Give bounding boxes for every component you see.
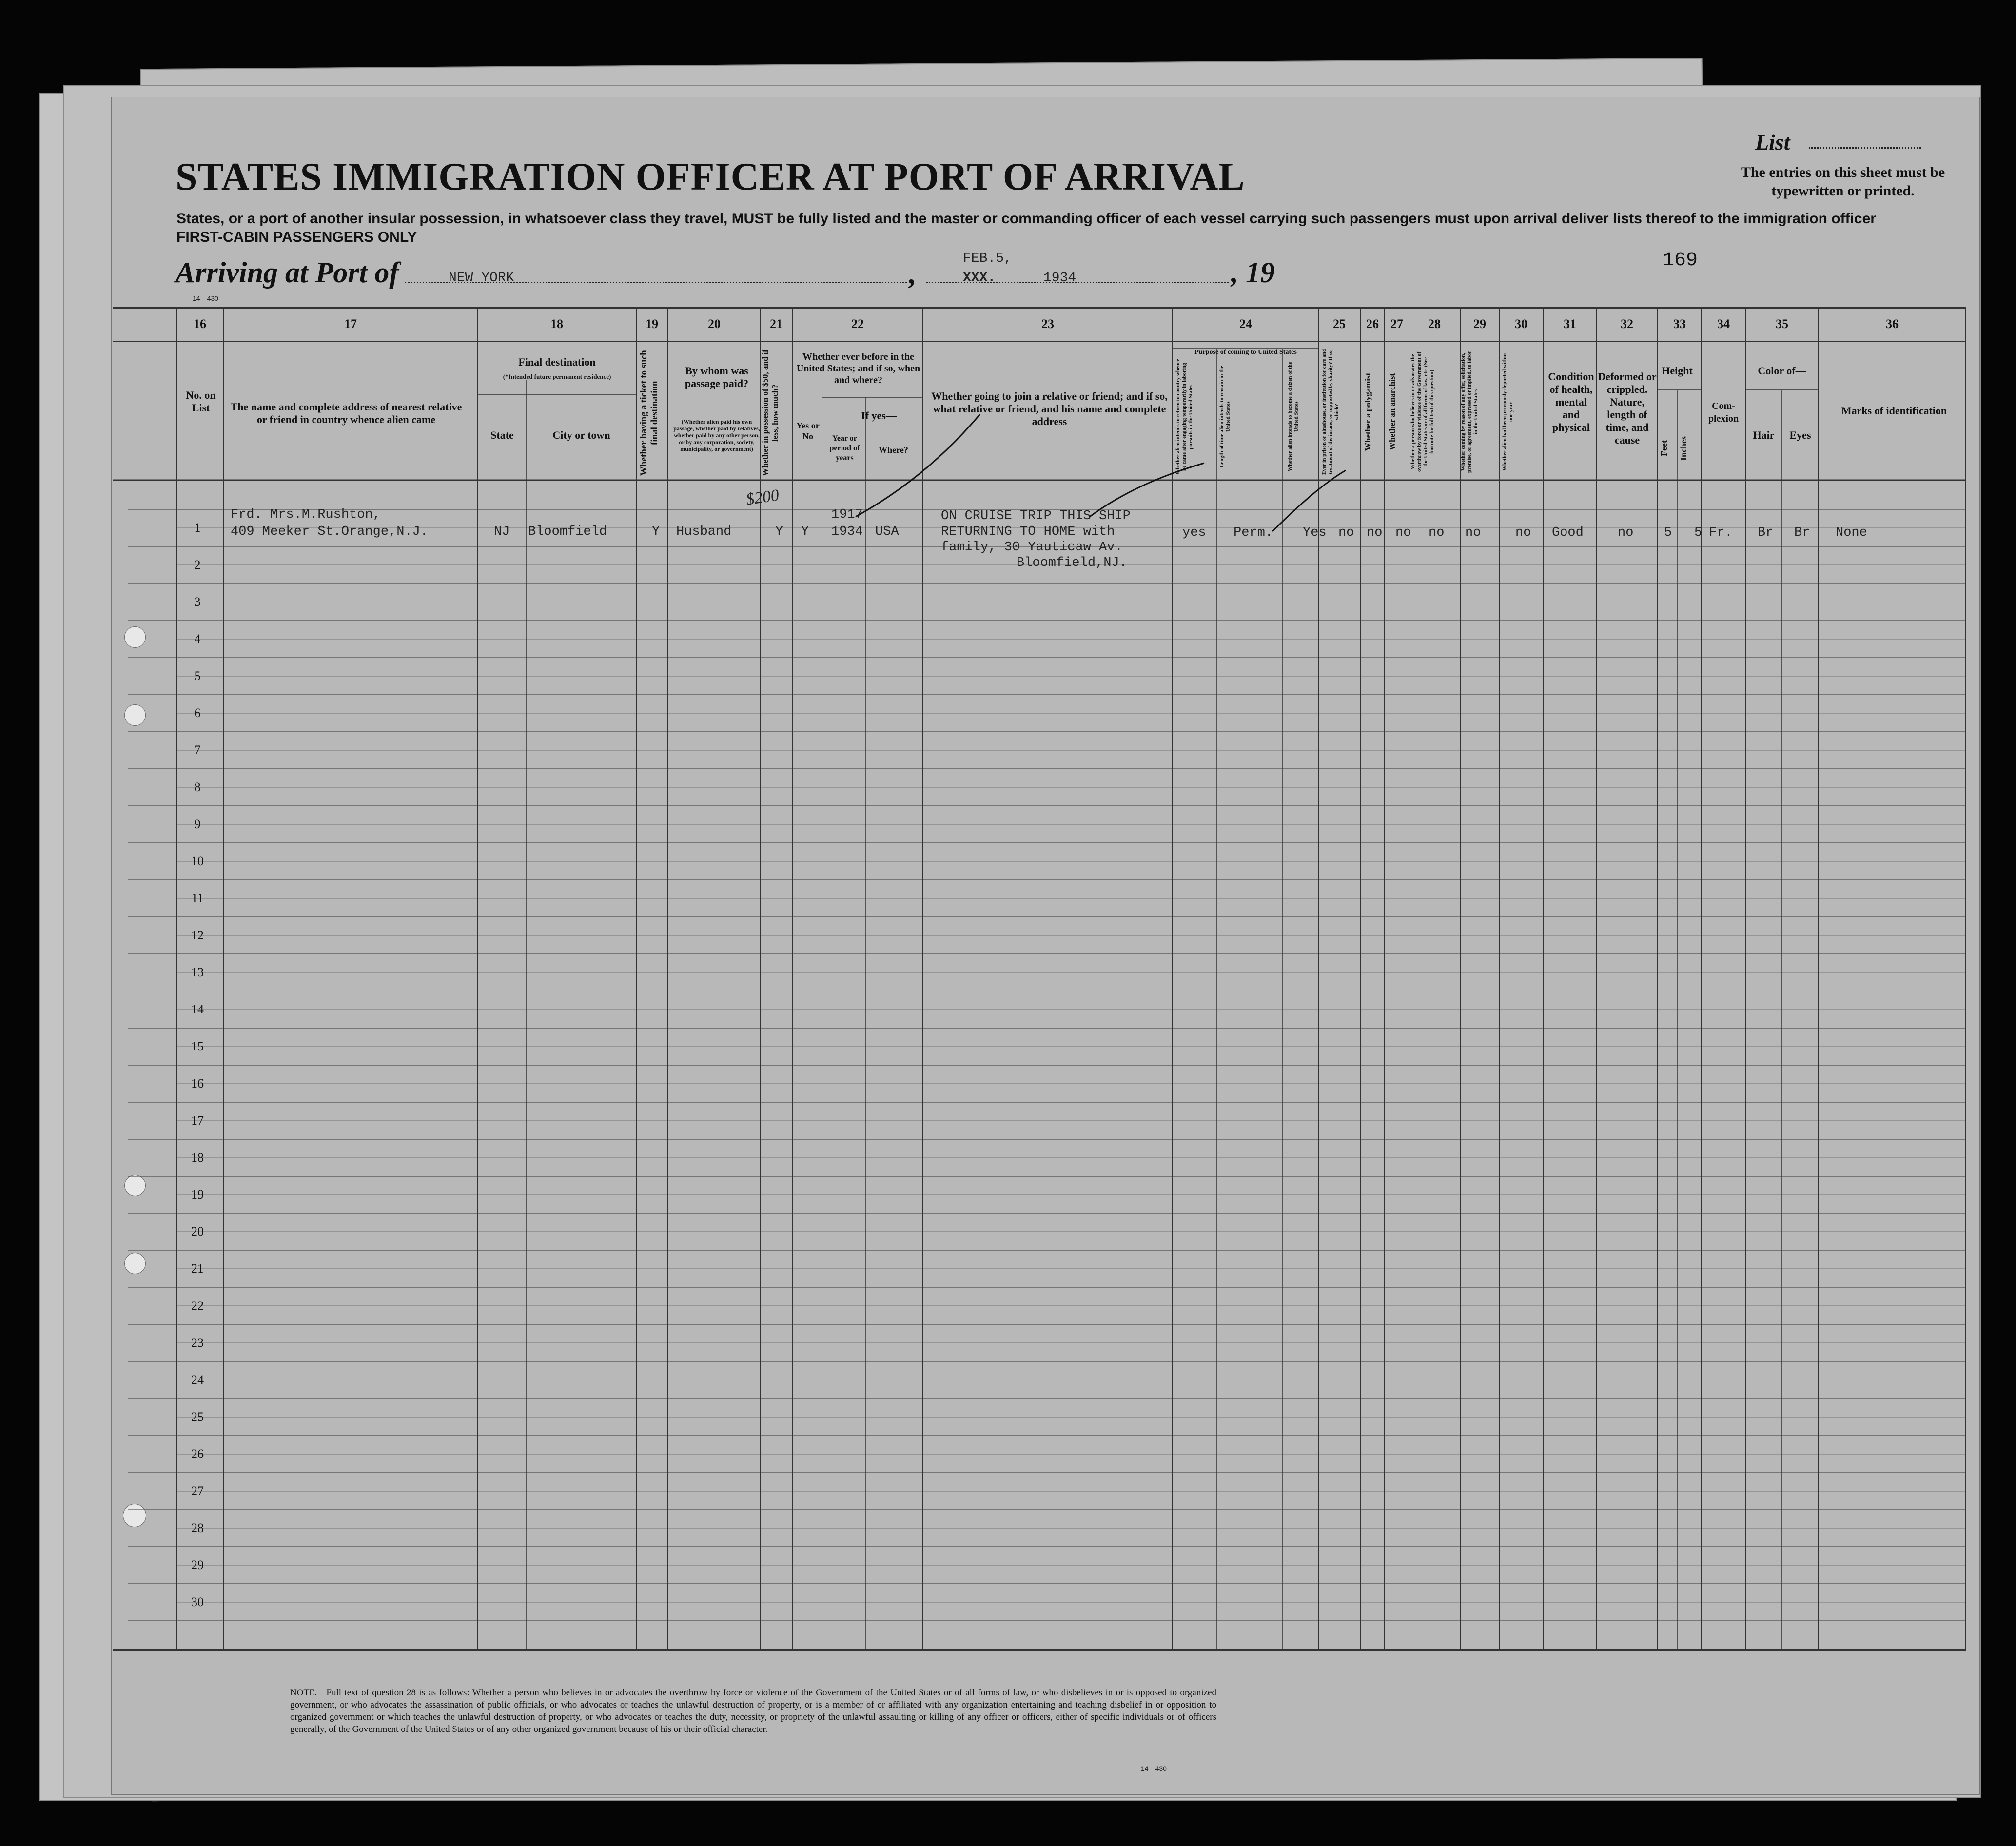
row-number: 27 bbox=[191, 1484, 204, 1498]
column-number: 20 bbox=[708, 317, 721, 331]
header-year-period: Year or period of years bbox=[829, 434, 860, 462]
row-number: 20 bbox=[191, 1224, 204, 1239]
header-health: Condition of health, mental and physical bbox=[1548, 370, 1594, 433]
column-number: 26 bbox=[1366, 317, 1379, 331]
page-title: STATES IMMIGRATION OFFICER AT PORT OF ARRIVAL bbox=[176, 155, 1245, 198]
row-number: 28 bbox=[191, 1521, 204, 1535]
row-number: 10 bbox=[191, 854, 204, 868]
entry-coming-offer: no bbox=[1465, 525, 1481, 540]
column-number: 21 bbox=[770, 317, 783, 331]
header-passage-paid: By whom was passage paid? bbox=[685, 365, 749, 389]
header-passage-note: (Whether alien paid his own passage, whether paid by relatives, whether paid by any other person, or by any corporation, society, municipality, or government) bbox=[673, 418, 760, 452]
column-number: 22 bbox=[851, 317, 864, 331]
entry-inches: 5 bbox=[1694, 525, 1703, 540]
entry-relative-line1: Frd. Mrs.M.Rushton, bbox=[231, 507, 381, 522]
entry-hair: Br bbox=[1758, 525, 1774, 540]
column-number: 23 bbox=[1041, 317, 1054, 331]
entry-join-line3: family, 30 Yauticaw Av. bbox=[941, 540, 1123, 555]
row-number: 14 bbox=[191, 1002, 204, 1016]
row-number: 2 bbox=[194, 558, 201, 572]
page-number: 169 bbox=[1663, 250, 1698, 272]
entry-purpose-citizen: Yes bbox=[1303, 525, 1327, 540]
separator-comma: , bbox=[908, 258, 915, 290]
header-where: Where? bbox=[879, 445, 908, 455]
date-year: 1934 bbox=[1043, 271, 1077, 286]
header-no-on-list: No. on List bbox=[186, 389, 216, 414]
header-eyes: Eyes bbox=[1789, 429, 1811, 441]
entry-relative-line2: 409 Meeker St.Orange,N.J. bbox=[231, 525, 429, 539]
header-inches: Inches bbox=[1679, 436, 1688, 461]
passenger-class: FIRST-CABIN PASSENGERS ONLY bbox=[176, 229, 417, 245]
row-number: 29 bbox=[191, 1558, 204, 1572]
date-month-day: FEB.5, bbox=[963, 251, 1012, 266]
column-number: 34 bbox=[1717, 317, 1730, 331]
row-number: 1 bbox=[194, 521, 201, 535]
header-relative-address: The name and complete address of nearest relative or friend in country whence alien came bbox=[230, 401, 462, 426]
column-number: 31 bbox=[1564, 317, 1576, 331]
row-number: 26 bbox=[191, 1447, 204, 1461]
header-overthrow: Whether a person who believes in or advocates the overthrow by force or violence of the Government of the United States or of all forms of law, etc. (See footnote for full text of this question) bbox=[1410, 351, 1435, 472]
entry-purpose-return: yes bbox=[1182, 525, 1206, 540]
header-color-of: Color of— bbox=[1758, 365, 1806, 377]
column-number: 29 bbox=[1473, 317, 1486, 331]
row-number: 25 bbox=[191, 1410, 204, 1424]
row-number: 13 bbox=[191, 965, 204, 979]
row-number: 12 bbox=[191, 928, 204, 942]
row-number: 6 bbox=[194, 706, 201, 720]
entry-possession-amount: $200 bbox=[744, 486, 781, 509]
header-complexion: Com- plexion bbox=[1708, 401, 1739, 424]
entry-purpose-length: Perm. bbox=[1233, 525, 1273, 540]
header-ticket: Whether having a ticket to such final destination bbox=[639, 350, 660, 476]
column-number: 27 bbox=[1390, 317, 1403, 331]
column-number: 35 bbox=[1776, 317, 1788, 331]
header-purpose-length: Length of time alien intends to remain in the United States bbox=[1219, 366, 1231, 468]
century-value: 19 bbox=[1246, 256, 1275, 289]
entry-year-2: 1934 bbox=[831, 525, 863, 539]
column-number: 16 bbox=[194, 317, 206, 331]
entry-prison: no bbox=[1338, 525, 1354, 540]
entry-overthrow: no bbox=[1429, 525, 1445, 540]
header-prison: Ever in prison or almshouse, or institution for care and treatment of the insane, or supported by charity? If so, which? bbox=[1321, 349, 1340, 475]
header-if-yes: If yes— bbox=[861, 409, 897, 422]
entries-note: The entries on this sheet must be typewritten or printed. bbox=[1741, 164, 1945, 199]
header-purpose: Purpose of coming to United States bbox=[1194, 349, 1297, 356]
entry-join-line2: RETURNING TO HOME with bbox=[941, 525, 1115, 539]
entry-before-yes: Y bbox=[801, 525, 809, 539]
header-yes-or-no: Yes or No bbox=[796, 421, 820, 441]
row-number: 30 bbox=[191, 1595, 204, 1609]
entry-ticket: Y bbox=[652, 525, 660, 539]
column-number: 33 bbox=[1673, 317, 1686, 331]
column-number: 30 bbox=[1515, 317, 1527, 331]
form-code-bottom: 14—430 bbox=[1141, 1765, 1167, 1772]
header-polygamist: Whether a polygamist bbox=[1363, 372, 1372, 451]
entry-marks: None bbox=[1836, 525, 1867, 540]
date-struck: XXX. bbox=[963, 271, 996, 286]
entry-join-line1: ON CRUISE TRIP THIS SHIP bbox=[941, 509, 1131, 524]
row-number: 15 bbox=[191, 1039, 204, 1053]
header-final-destination: Final destination bbox=[518, 356, 596, 368]
column-number: 24 bbox=[1239, 317, 1252, 331]
row-number: 3 bbox=[194, 595, 201, 609]
column-number: 18 bbox=[550, 317, 563, 331]
entry-where: USA bbox=[875, 525, 899, 539]
column-number: 19 bbox=[646, 317, 658, 331]
century-label: , 19 bbox=[1231, 256, 1275, 289]
instructions-line: States, or a port of another insular possession, in whatsoever class they travel, MUST be fully listed and the master or commanding officer of each vessel carrying such passengers must upon arrival deliver lists thereof to the immigration officer bbox=[176, 211, 1876, 227]
header-possession-50: Whether in possession of $50, and if less, how much? bbox=[761, 350, 780, 477]
row-number: 22 bbox=[191, 1299, 204, 1313]
row-number: 17 bbox=[191, 1113, 204, 1127]
row-number: 7 bbox=[194, 743, 201, 757]
entry-deformed: no bbox=[1618, 525, 1634, 540]
entry-deported: no bbox=[1515, 525, 1531, 540]
entry-health: Good bbox=[1552, 525, 1584, 540]
header-height: Height bbox=[1662, 365, 1693, 377]
entry-passage-paid: Husband bbox=[676, 525, 732, 539]
header-deformed: Deformed or crippled. Nature, length of time, and cause bbox=[1598, 370, 1657, 446]
entry-city: Bloomfield bbox=[528, 525, 607, 539]
header-final-destination-note: (*Intended future permanent residence) bbox=[503, 373, 611, 380]
header-state: State bbox=[490, 429, 514, 441]
column-number: 25 bbox=[1333, 317, 1346, 331]
header-hair: Hair bbox=[1753, 429, 1775, 441]
entry-state: NJ bbox=[494, 525, 510, 539]
header-before-in-us: Whether ever before in the United States; and if so, when and where? bbox=[796, 351, 920, 386]
footnote: NOTE.—Full text of question 28 is as follows: Whether a person who believes in or advocates the overthrow by force or violence of the Government of the United States or of all forms of law, or who disbelieves in or is opposed to organized government, or who advocates the assassination of public officials, or who advocates or teaches the unlawful destruction of property, or is a member of or affiliated with any organization entertaining and teaching disbelief in or opposition to organized government or which teaches the unlawful destruction of property, or who advocates or teaches the duty, necessity, or propriety of the unlawful assaulting or killing of any officer or officers, either of specific individuals or of officers generally, of the Government of the United States or of any other organized government because of his or their official character. bbox=[290, 1688, 1216, 1734]
header-marks: Marks of identification bbox=[1841, 405, 1947, 417]
header-purpose-citizen: Whether alien intends to become a citizen of the United States bbox=[1287, 362, 1299, 472]
entry-feet: 5 bbox=[1664, 525, 1672, 540]
port-value: NEW YORK bbox=[449, 271, 514, 286]
entry-join-line4: Bloomfield,NJ. bbox=[1017, 556, 1127, 570]
entry-anarchist: no bbox=[1395, 525, 1411, 540]
header-join-relative: Whether going to join a relative or friend; and if so, what relative or friend, and his name and complete address bbox=[931, 390, 1168, 427]
entry-complexion: Fr. bbox=[1709, 525, 1733, 540]
row-number: 21 bbox=[191, 1262, 204, 1276]
header-city: City or town bbox=[552, 429, 610, 441]
header-anarchist: Whether an anarchist bbox=[1388, 373, 1397, 451]
entry-year-1: 1917 bbox=[831, 507, 863, 522]
column-number: 32 bbox=[1621, 317, 1633, 331]
row-number: 8 bbox=[194, 780, 201, 794]
column-number: 28 bbox=[1428, 317, 1441, 331]
row-number: 24 bbox=[191, 1373, 204, 1387]
entry-eyes: Br bbox=[1794, 525, 1810, 540]
entry-polygamist: no bbox=[1367, 525, 1383, 540]
header-purpose-return: Whether alien intends to return to country whence he came after engaging temporarily in laboring pursuits in the United States bbox=[1175, 359, 1194, 475]
row-number: 5 bbox=[194, 669, 201, 683]
row-number: 18 bbox=[191, 1150, 204, 1165]
entry-possession-50: Y bbox=[775, 525, 783, 539]
column-number: 36 bbox=[1886, 317, 1899, 331]
row-number: 23 bbox=[191, 1336, 204, 1350]
row-number: 19 bbox=[191, 1187, 204, 1202]
list-label: List bbox=[1755, 130, 1790, 155]
header-deported: Whether alien had been previously deported within one year bbox=[1502, 353, 1514, 471]
row-number: 4 bbox=[194, 632, 201, 646]
form-code: 14—430 bbox=[193, 294, 218, 302]
row-number: 9 bbox=[194, 817, 201, 831]
header-feet: Feet bbox=[1659, 440, 1669, 457]
row-number: 11 bbox=[191, 891, 204, 905]
row-number: 16 bbox=[191, 1076, 204, 1090]
arriving-label: Arriving at Port of bbox=[176, 256, 399, 289]
column-number: 17 bbox=[344, 317, 357, 331]
header-coming-offer: Whether coming by reason of any offer, solicitation, promise, or agreement, expressed or implied, to labor in the United States bbox=[1460, 350, 1479, 473]
